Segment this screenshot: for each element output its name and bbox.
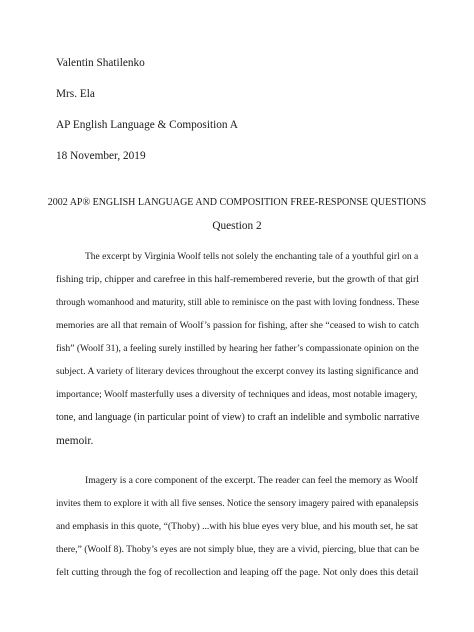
paragraph-line: fish” (Woolf 31), a feeling surely instilled by hearing her father’s compassionate opinion on the xyxy=(56,344,419,354)
question-label-text: Question 2 xyxy=(212,220,262,232)
paragraph-line: invites them to explore it with all five senses. Notice the sensory imagery paired with epanalepsis xyxy=(56,499,419,509)
paragraph-line: The excerpt by Virginia Woolf tells not solely the enchanting tale of a youthful girl on a xyxy=(85,252,419,262)
course-name: AP English Language & Composition A xyxy=(56,119,238,131)
paragraph-line: memoir. xyxy=(56,435,94,447)
paragraph-line: and emphasis in this quote, “(Thoby) ...with his blue eyes very blue, and his mouth set, he sat xyxy=(56,521,418,532)
paragraph-line: Imagery is a core component of the excerpt. The reader can feel the memory as Woolf xyxy=(85,475,418,486)
paragraph-line: importance; Woolf masterfully uses a diversity of techniques and ideas, most notable imagery, xyxy=(56,389,418,400)
essay-title xyxy=(0,196,474,210)
paragraph-line: subject. A variety of literary devices throughout the excerpt convey its lasting significance and xyxy=(56,366,419,377)
paragraph-line: tone, and language (in particular point of view) to craft an indelible and symbolic narrative xyxy=(56,412,420,423)
paragraph-line: fishing trip, chipper and carefree in this half-remembered reverie, but the growth of that girl xyxy=(56,274,420,285)
date: 18 November, 2019 xyxy=(56,150,146,162)
paragraph-line: through womanhood and maturity, still able to reminisce on the past with loving fondness. These xyxy=(56,298,420,308)
student-name: Valentin Shatilenko xyxy=(56,57,145,69)
teacher-name: Mrs. Ela xyxy=(56,88,95,100)
paragraph-line: there,” (Woolf 8). Thoby’s eyes are not simply blue, they are a vivid, piercing, blue that can be xyxy=(56,544,419,555)
paragraph-line: felt cutting through the fog of recollection and leaping off the page. Not only does this detail xyxy=(56,567,419,578)
essay-title-text: 2002 AP® ENGLISH LANGUAGE AND COMPOSITION FREE-RESPONSE QUESTIONS xyxy=(47,197,427,208)
question-label xyxy=(0,219,474,233)
paragraph-line: memories are all that remain of Woolf’s passion for fishing, after she “ceased to wish to catch xyxy=(56,320,420,331)
